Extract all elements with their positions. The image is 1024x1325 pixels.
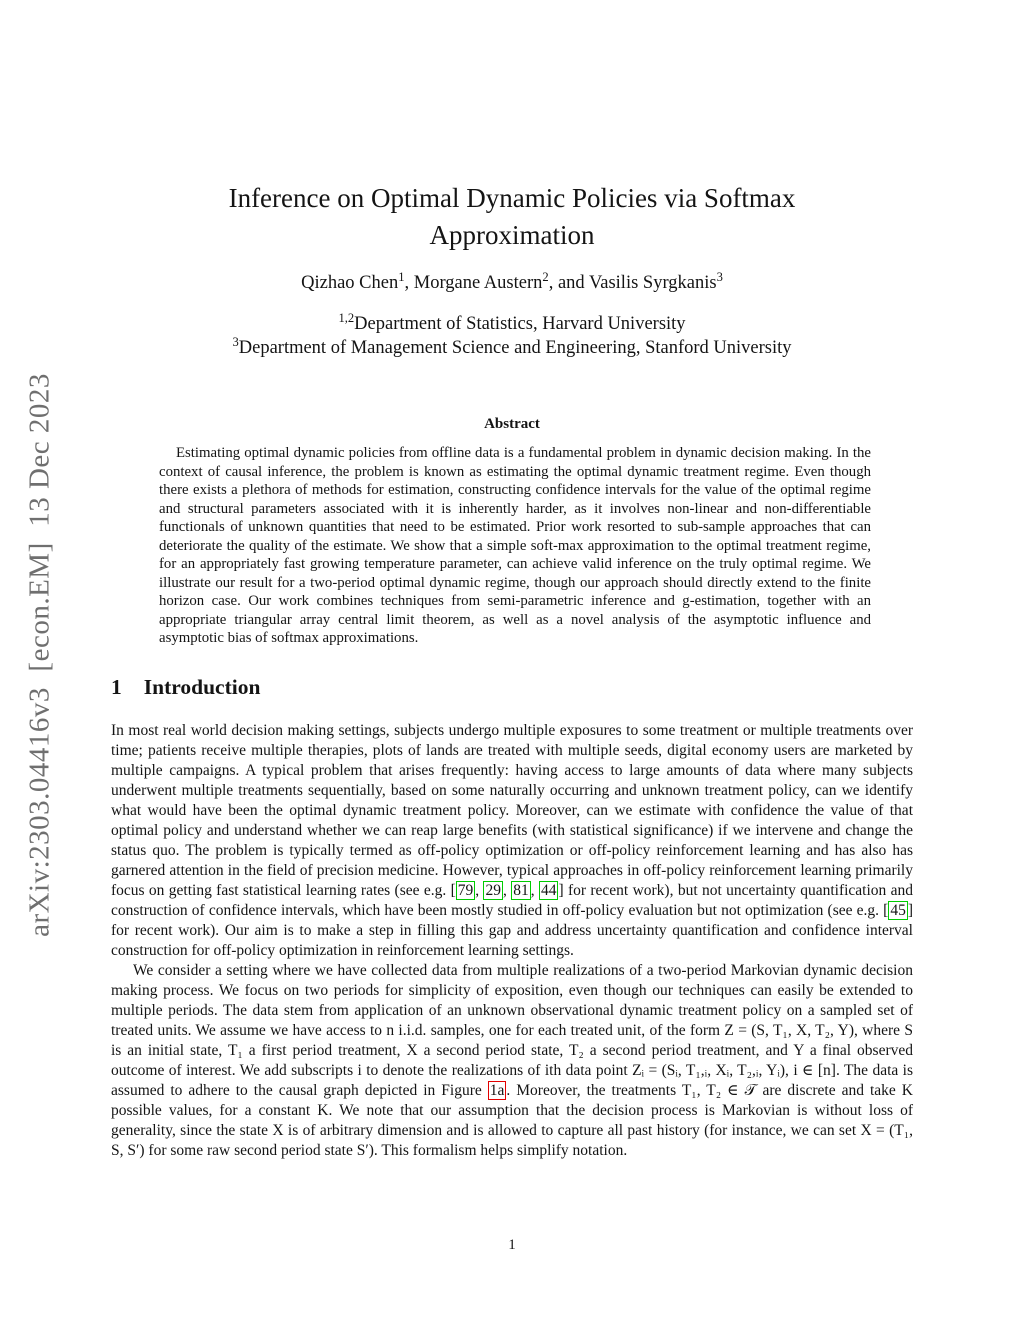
- paragraph-1: [111, 721, 913, 961]
- affiliations-block: [0, 310, 1024, 360]
- superscript: 1: [398, 269, 405, 284]
- text-run: . Moreover, the treatments T₁, T₂ ∈ 𝒯 are discrete and take K possible values, for a constant K. We note that our assumption that the decision process is Markovian is without loss of generality, since the state X is of arbitrary dimension and is allowed to capture all past history (for instance, we can set X = (T₁, S, S′) for some raw second period state S′). This formalism helps simplify notation.: [111, 1082, 913, 1159]
- text-run: , Morgane Austern: [404, 273, 543, 293]
- superscript: 3: [716, 269, 723, 284]
- page-number: 1: [508, 1237, 516, 1253]
- figure-1a-link[interactable]: 1a: [489, 1082, 505, 1099]
- text-run: ,: [502, 882, 512, 899]
- abstract-text: Estimating optimal dynamic policies from offline data is a fundamental problem in dynamic decision making. In the context of causal inference, the problem is known as estimating the optimal dynamic treatment regime. Even though there exists a plethora of methods for estimation, constructing confidence intervals for the value of the optimal regime and structural parameters associated with it is inherently harder, as it involves non-linear and non-differentiable functionals of unknown quantities that need to be estimated. Prior work resorted to sub-sample approaches that can deteriorate the quality of the estimate. We show that a simple soft-max approximation to the optimal treatment regime, for an appropriately fast growing temperature parameter, can achieve valid inference on the truly optimal regime. We illustrate our result for a two-period optimal dynamic regime, though our approach should directly extend to the finite horizon case. Our work combines techniques from semi-parametric inference and g-estimation, together with an appropriate triangular array central limit theorem, as well as a novel analysis of the asymptotic influence and asymptotic bias of softmax approximations.: [159, 445, 871, 646]
- introduction-body: [111, 721, 913, 1161]
- authors-line: [0, 269, 1024, 294]
- abstract-heading: Abstract: [484, 416, 540, 432]
- affiliation-harvard: [0, 310, 1024, 337]
- citation-link-79[interactable]: 79: [457, 882, 474, 899]
- text-run: , and Vasilis Syrgkanis: [548, 273, 717, 293]
- text-run: Qizhao Chen: [301, 273, 399, 293]
- arxiv-watermark: arXiv:2303.04416v3 [econ.EM] 13 Dec 2023: [23, 373, 56, 937]
- citation-link-45[interactable]: 45: [890, 902, 906, 919]
- section-title: Introduction: [143, 675, 261, 699]
- citation-link-29[interactable]: 29: [485, 882, 501, 899]
- paper-title: Inference on Optimal Dynamic Policies via Softmax Approximation: [228, 183, 796, 250]
- citation-link-81[interactable]: 81: [513, 882, 529, 899]
- superscript: 2: [542, 269, 549, 284]
- citation-link-44[interactable]: 44: [540, 882, 557, 899]
- text-run: Department of Management Science and Engineering, Stanford University: [238, 337, 792, 358]
- text-run: ] for recent work). Our aim is to make a step in filling this gap and address uncertainty quantification and confidence interval construction for off-policy optimization in reinforcement learning settings.: [111, 902, 913, 959]
- text-run: ] for recent work), but not uncertainty quantification and construction of confidence intervals, which have been mostly studied in off-policy evaluation but not optimization (see e.g. [: [111, 882, 914, 919]
- paragraph-2: [111, 961, 913, 1161]
- text-run: ,: [530, 882, 539, 899]
- affiliation-stanford: [0, 334, 1024, 361]
- text-run: In most real world decision making settings, subjects undergo multiple exposures to some treatment or multiple treatments over time; patients receive multiple therapies, plots of lands are treated with multiple seeds, digital economy users are marketed by multiple campaigns. A typical problem that arises frequently: having access to large amounts of data where many subjects underwent multiple treatments sequentially, based on some naturally occurring and unknown treatment policy, can we identify what would have been the optimal dynamic treatment policy. Moreover, can we estimate with confidence the value of that optimal policy and understand whether we can reap large benefits (with statistical significance) if we intervene and change the status quo. The problem is typically termed as off-policy optimization or off-policy reinforcement learning and has also has garnered attention in the field of precision medicine. However, typical approaches in off-policy reinforcement learning primarily focus on getting fast statistical learning rates (see e.g. [: [111, 722, 913, 899]
- section-heading-introduction: [111, 675, 260, 700]
- superscript: 1,2: [338, 310, 355, 325]
- text-run: We consider a setting where we have collected data from multiple realizations of a two-period Markovian dynamic decision making process. We focus on two periods for simplicity of exposition, even though our techniques can easily be extended to multiple periods. The data stem from application of an unknown observational dynamic treatment policy on a sampled set of treated units. We assume we have access to n i.i.d. samples, one for each treated unit, of the form Z = (S, T₁, X, T₂, Y), where S is an initial state, T₁ a first period treatment, X a second period state, T₂ a second period treatment, and Y a final observed outcome of interest. We add subscripts i to denote the realizations of ith data point Zᵢ = (Sᵢ, T₁,ᵢ, Xᵢ, T₂,ᵢ, Yᵢ), i ∈ [n]. The data is assumed to adhere to the causal graph depicted in Figure: [111, 962, 913, 1099]
- superscript: 3: [232, 334, 239, 349]
- text-run: Department of Statistics, Harvard University: [354, 314, 686, 334]
- section-number: 1: [111, 675, 122, 699]
- text-run: ,: [475, 882, 484, 899]
